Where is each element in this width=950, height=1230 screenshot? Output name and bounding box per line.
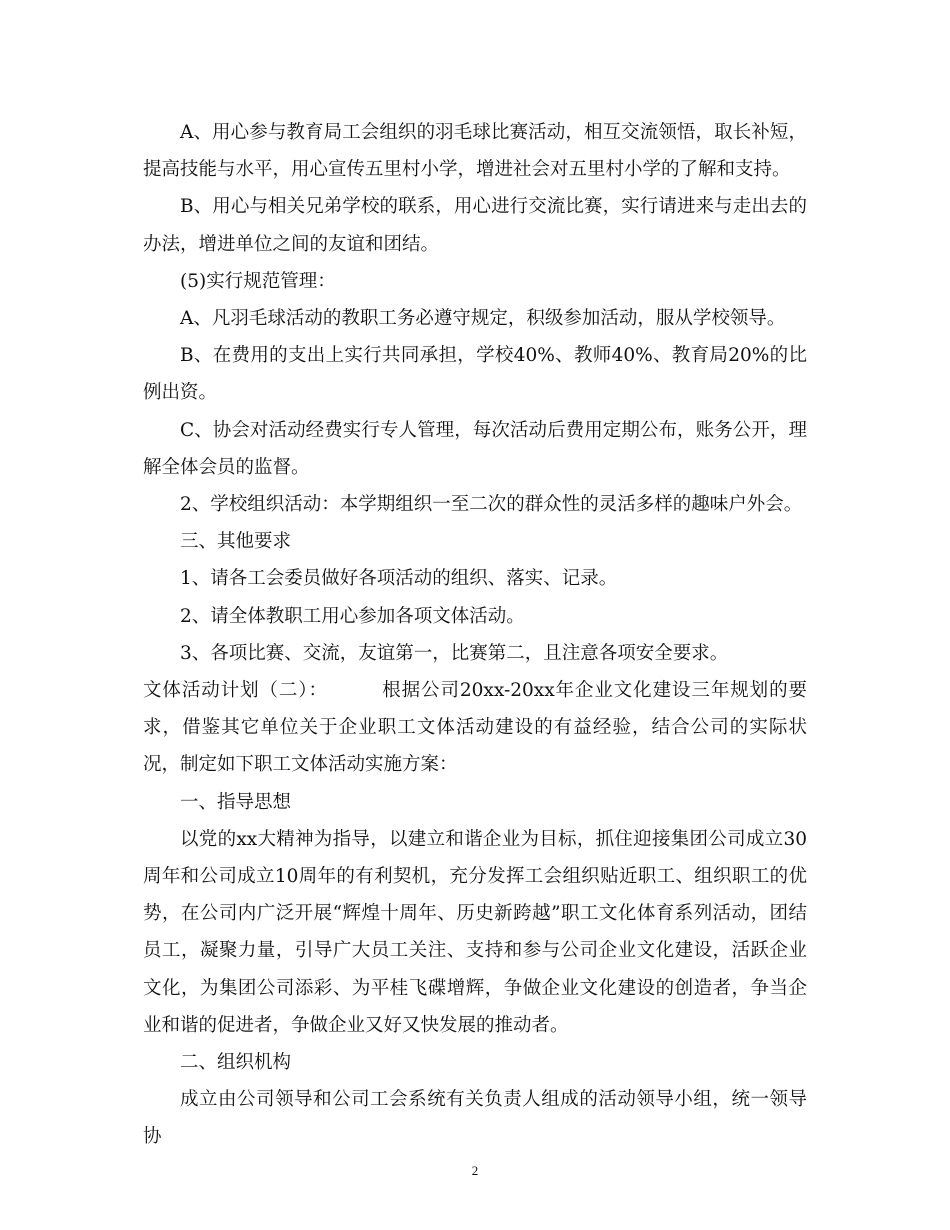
paragraph-badminton-a: A、用心参与教育局工会组织的羽毛球比赛活动，相互交流领悟，取长补短，提高技能与水平，用心宣传五里村小学，增进社会对五里村小学的了解和支持。 (143, 122, 807, 181)
paragraph-requirement-2: 2、请全体教职工用心参加各项文体活动。 (180, 605, 525, 627)
page-number: 2 (471, 1163, 479, 1178)
paragraph-school-activity: 2、学校组织活动：本学期组织一至二次的群众性的灵活多样的趣味户外会。 (180, 494, 803, 516)
paragraph-management-b: B、在费用的支出上实行共同承担，学校40%、教师40%、教育局20%的比例出资。 (143, 345, 807, 404)
paragraph-requirement-1: 1、请各工会委员做好各项活动的组织、落实、记录。 (180, 568, 618, 590)
paragraph-management-heading: (5)实行规范管理： (180, 270, 336, 292)
paragraph-plan-two-intro: 文体活动计划（二）： 根据公司20xx-20xx年企业文化建设三年规划的要求，借鉴其它单位关于企业职工文体活动建设的有益经验，结合公司的实际状况，制定如下职工文体活动实施方案： (143, 680, 807, 776)
section-heading-other-requirements: 三、其他要求 (180, 531, 292, 553)
paragraph-requirement-3: 3、各项比赛、交流，友谊第一，比赛第二，且注意各项安全要求。 (180, 642, 729, 664)
paragraph-organization: 成立由公司领导和公司工会系统有关负责人组成的活动领导小组，统一领导协 (143, 1089, 807, 1148)
paragraph-guiding-thought: 以党的xx大精神为指导，以建立和谐企业为目标，抓住迎接集团公司成立30周年和公司成立10周年的有利契机，充分发挥工会组织贴近职工、组织职工的优势，在公司内广泛开展“辉煌十周年、历史新跨越”职工文化体育系列活动，团结员工，凝聚力量，引导广大员工关注、支持和参与公司企业文化建设，活跃企业文化，为集团公司添彩、为平桂飞碟增辉，争做企业文化建设的创造者，争当企业和谐的促进者，争做企业又好又快发展的推动者。 (143, 828, 807, 1036)
paragraph-badminton-b: B、用心与相关兄弟学校的联系，用心进行交流比赛，实行请进来与走出去的办法，增进单位之间的友谊和团结。 (143, 196, 807, 255)
document-body (143, 114, 807, 1156)
paragraph-management-a: A、凡羽毛球活动的教职工务必遵守规定，积级参加活动，服从学校领导。 (180, 308, 786, 330)
paragraph-management-c: C、协会对活动经费实行专人管理，每次活动后费用定期公布，账务公开，理解全体会员的监督。 (143, 419, 807, 478)
section-heading-guiding-thought: 一、指导思想 (180, 791, 292, 813)
section-heading-organization: 二、组织机构 (180, 1052, 292, 1074)
